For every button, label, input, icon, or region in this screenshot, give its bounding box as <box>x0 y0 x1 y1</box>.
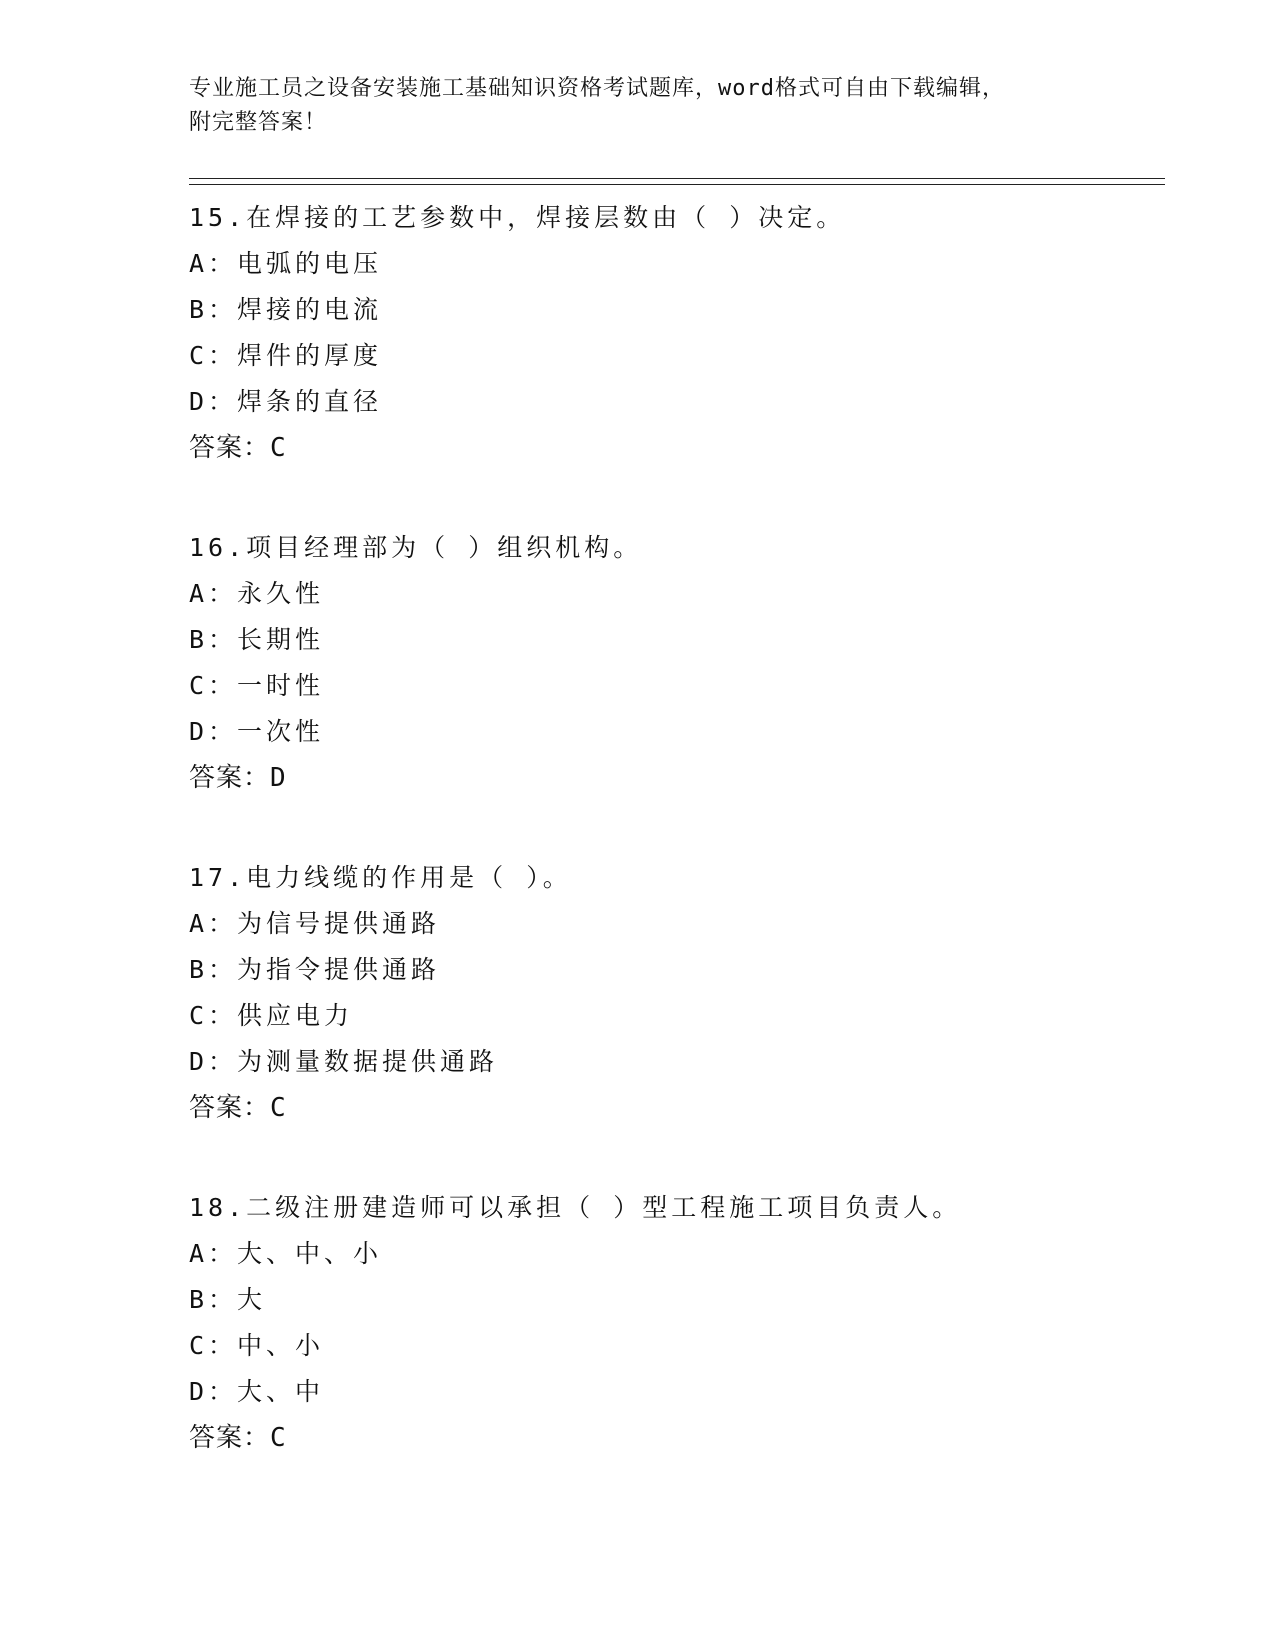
answer-value: C <box>270 433 287 463</box>
option-b: B：大 <box>189 1285 267 1314</box>
answer-line <box>189 1415 1165 1461</box>
option-b: B：焊接的电流 <box>189 295 383 324</box>
answer-value: C <box>270 1423 287 1453</box>
option-d: D：焊条的直径 <box>189 387 383 416</box>
document-page <box>189 72 1165 1461</box>
option-d: D：大、中 <box>189 1377 325 1406</box>
question-15 <box>189 195 1165 471</box>
answer-label: 答案： <box>189 1423 271 1453</box>
answer-line <box>189 1085 1165 1131</box>
question-16 <box>189 525 1165 801</box>
answer-label: 答案： <box>189 763 271 793</box>
header-line-1: 专业施工员之设备安装施工基础知识资格考试题库，word格式可自由下载编辑， <box>189 76 1005 101</box>
option-c: C：一时性 <box>189 671 325 700</box>
option-c: C：供应电力 <box>189 1001 354 1030</box>
answer-line <box>189 425 1165 471</box>
question-18 <box>189 1185 1165 1461</box>
option-c: C：焊件的厚度 <box>189 341 383 370</box>
option-d: D：为测量数据提供通路 <box>189 1047 499 1076</box>
option-a: A：大、中、小 <box>189 1239 383 1268</box>
option-b: B：长期性 <box>189 625 325 654</box>
double-rule-divider <box>189 178 1165 185</box>
answer-label: 答案： <box>189 433 271 463</box>
answer-label: 答案： <box>189 1093 271 1123</box>
header-line-2: 附完整答案！ <box>189 110 328 135</box>
question-stem: 18.二级注册建造师可以承担（ ）型工程施工项目负责人。 <box>189 1193 962 1222</box>
option-a: A：为信号提供通路 <box>189 909 441 938</box>
option-a: A：永久性 <box>189 579 325 608</box>
option-a: A：电弧的电压 <box>189 249 383 278</box>
option-d: D：一次性 <box>189 717 325 746</box>
question-stem: 17.电力线缆的作用是（ ）。 <box>189 863 572 892</box>
option-b: B：为指令提供通路 <box>189 955 441 984</box>
document-header <box>189 72 1165 140</box>
option-c: C：中、小 <box>189 1331 325 1360</box>
question-stem: 16.项目经理部为（ ）组织机构。 <box>189 533 643 562</box>
question-stem: 15.在焊接的工艺参数中，焊接层数由（ ）决定。 <box>189 203 846 232</box>
answer-line <box>189 755 1165 801</box>
answer-value: D <box>270 763 287 793</box>
question-17 <box>189 855 1165 1131</box>
answer-value: C <box>270 1093 287 1123</box>
